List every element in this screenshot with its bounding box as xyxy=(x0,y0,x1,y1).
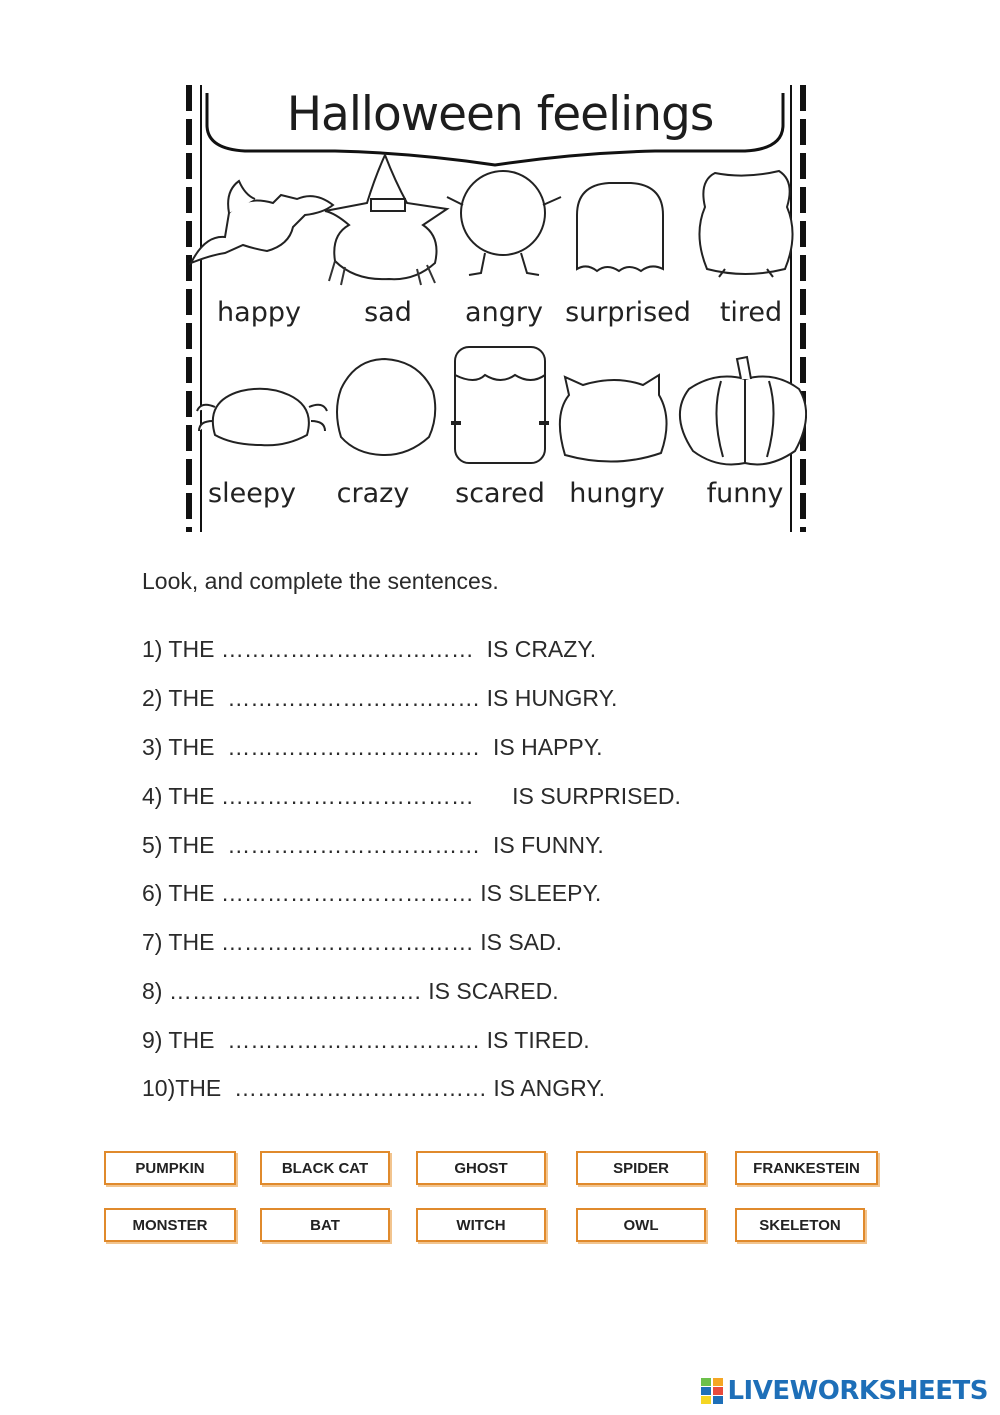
feeling-label-sad: sad xyxy=(364,297,412,328)
feeling-label-funny: funny xyxy=(706,478,784,509)
word-chip-bat[interactable]: BAT xyxy=(260,1208,390,1242)
word-chip-skeleton[interactable]: SKELETON xyxy=(735,1208,865,1242)
word-chip-pumpkin[interactable]: PUMPKIN xyxy=(104,1151,236,1185)
feeling-label-scared: scared xyxy=(455,478,545,509)
halloween-feelings-illustration xyxy=(185,85,807,532)
sentence-9[interactable]: 9) THE …………………………… IS TIRED. xyxy=(142,1027,590,1053)
word-chip-frankestein[interactable]: FRANKESTEIN xyxy=(735,1151,878,1185)
word-chip-ghost[interactable]: GHOST xyxy=(416,1151,546,1185)
feeling-label-crazy: crazy xyxy=(336,478,410,509)
feeling-label-happy: happy xyxy=(217,297,301,328)
word-chip-owl[interactable]: OWL xyxy=(576,1208,706,1242)
feeling-label-sleepy: sleepy xyxy=(208,478,296,509)
monster-drawing xyxy=(447,171,561,275)
sentence-1[interactable]: 1) THE …………………………… IS CRAZY. xyxy=(142,636,597,662)
word-chip-black-cat[interactable]: BLACK CAT xyxy=(260,1151,390,1185)
instruction-text: Look, and complete the sentences. xyxy=(142,568,499,594)
sentence-2[interactable]: 2) THE …………………………… IS HUNGRY. xyxy=(142,685,618,711)
feeling-label-hungry: hungry xyxy=(569,478,665,509)
skeleton-drawing xyxy=(337,359,435,455)
pumpkin-drawing xyxy=(680,357,806,465)
sentence-3[interactable]: 3) THE …………………………… IS HAPPY. xyxy=(142,734,603,760)
bat-drawing xyxy=(191,181,333,263)
ghost-drawing xyxy=(577,183,663,271)
left-border-strip xyxy=(189,85,201,532)
word-chip-monster[interactable]: MONSTER xyxy=(104,1208,236,1242)
feeling-label-angry: angry xyxy=(465,297,543,328)
worksheet-title: Halloween feelings xyxy=(286,87,714,142)
owl-drawing xyxy=(699,171,792,277)
feeling-label-tired: tired xyxy=(719,297,783,328)
black-cat-drawing xyxy=(560,375,667,462)
sentence-4[interactable]: 4) THE …………………………… IS SURPRISED. xyxy=(142,783,681,809)
word-chip-witch[interactable]: WITCH xyxy=(416,1208,546,1242)
liveworksheets-logo-text: LIVEWORKSHEETS xyxy=(727,1376,988,1406)
frankenstein-drawing xyxy=(451,347,549,463)
sentence-8[interactable]: 8) …………………………… IS SCARED. xyxy=(142,978,559,1004)
witch-drawing xyxy=(325,155,447,285)
liveworksheets-logo-icon xyxy=(701,1378,723,1404)
right-border-strip xyxy=(791,85,803,532)
word-chip-spider[interactable]: SPIDER xyxy=(576,1151,706,1185)
sentence-6[interactable]: 6) THE …………………………… IS SLEEPY. xyxy=(142,880,602,906)
sentence-5[interactable]: 5) THE …………………………… IS FUNNY. xyxy=(142,832,604,858)
sentence-7[interactable]: 7) THE …………………………… IS SAD. xyxy=(142,929,563,955)
liveworksheets-logo[interactable] xyxy=(701,1376,988,1406)
feeling-label-surprised: surprised xyxy=(565,297,691,328)
spider-drawing xyxy=(197,389,327,446)
sentence-10[interactable]: 10)THE …………………………… IS ANGRY. xyxy=(142,1075,606,1101)
